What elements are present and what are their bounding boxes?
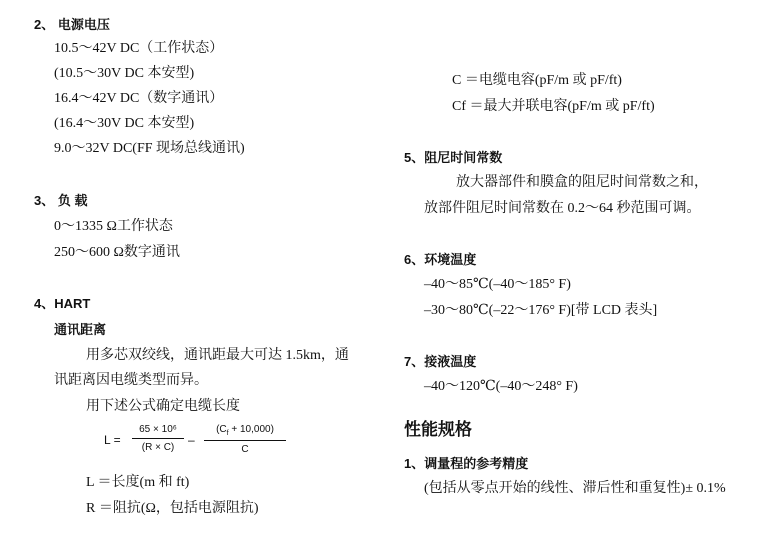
section-4-subtitle: 通讯距离 <box>54 322 107 337</box>
accuracy-line: (包括从零点开始的线性、滞后性和重复性)± 0.1% <box>424 481 726 496</box>
formula-fraction-bar-1 <box>132 438 184 439</box>
formula-numerator-1: 65 × 10⁶ <box>139 424 177 435</box>
formula-lhs: L = <box>104 433 121 447</box>
section-3-title: 3、 负 载 <box>34 193 88 208</box>
ambient-temp-line-2: –30～80℃(–22～176° F)[带 LCD 表头] <box>424 303 658 318</box>
voltage-line-4: (16.4～30V DC 本安型) <box>54 116 195 131</box>
definition-l: L ＝长度(m 和 ft) <box>86 475 190 490</box>
formula-fraction-2 <box>204 424 286 455</box>
hart-paragraph-line-1: 用多芯双绞线，通讯距最大可达 1.5km，通 <box>86 348 349 363</box>
voltage-line-2: (10.5～30V DC 本安型) <box>54 66 195 81</box>
definition-cf: Cf ＝最大并联电容(pF/m 或 pF/ft) <box>452 99 655 114</box>
process-temp-line: –40～120℃(–40～248° F) <box>424 379 578 394</box>
formula-fraction-1 <box>132 424 184 453</box>
load-line-1: 0～1335 Ω工作状态 <box>54 219 173 234</box>
section-5-title: 5、阻尼时间常数 <box>404 150 503 165</box>
ambient-temp-line-1: –40～85℃(–40～185° F) <box>424 277 571 292</box>
formula-numerator-2: $(C_f + 10,000)$ <box>216 424 274 437</box>
formula-minus: – <box>188 433 195 447</box>
damping-line-1: 放大器部件和膜盒的阻尼时间常数之和， <box>456 175 708 190</box>
section-1-title: 1、调量程的参考精度 <box>404 456 529 471</box>
hart-paragraph-line-2: 讯距离因电缆类型而异。 <box>54 373 208 388</box>
cable-length-formula <box>104 422 304 462</box>
definition-r: R ＝阻抗(Ω，包括电源阻抗) <box>86 501 259 516</box>
voltage-line-5: 9.0～32V DC(FF 现场总线通讯) <box>54 141 245 156</box>
section-6-title: 6、环境温度 <box>404 252 477 267</box>
voltage-line-3: 16.4～42V DC（数字通讯） <box>54 91 224 106</box>
damping-line-2: 放部件阻尼时间常数在 0.2～64 秒范围可调。 <box>424 201 701 216</box>
formula-denominator-2: C <box>241 444 249 455</box>
section-2-title: 2、 电源电压 <box>34 17 110 32</box>
formula-denominator-1: (R × C) <box>141 442 175 453</box>
formula-subscript-f: f <box>226 430 229 437</box>
section-4-title: 4、HART <box>34 296 91 311</box>
voltage-line-1: 10.5～42V DC（工作状态） <box>54 41 224 56</box>
load-line-2: 250～600 Ω数字通讯 <box>54 245 180 260</box>
performance-spec-heading: 性能规格 <box>404 420 472 439</box>
formula-fraction-bar-2 <box>204 440 286 441</box>
section-7-title: 7、接液温度 <box>404 354 477 369</box>
definition-c: C ＝电缆电容(pF/m 或 pF/ft) <box>452 73 622 88</box>
hart-paragraph-line-3: 用下述公式确定电缆长度 <box>86 399 240 414</box>
